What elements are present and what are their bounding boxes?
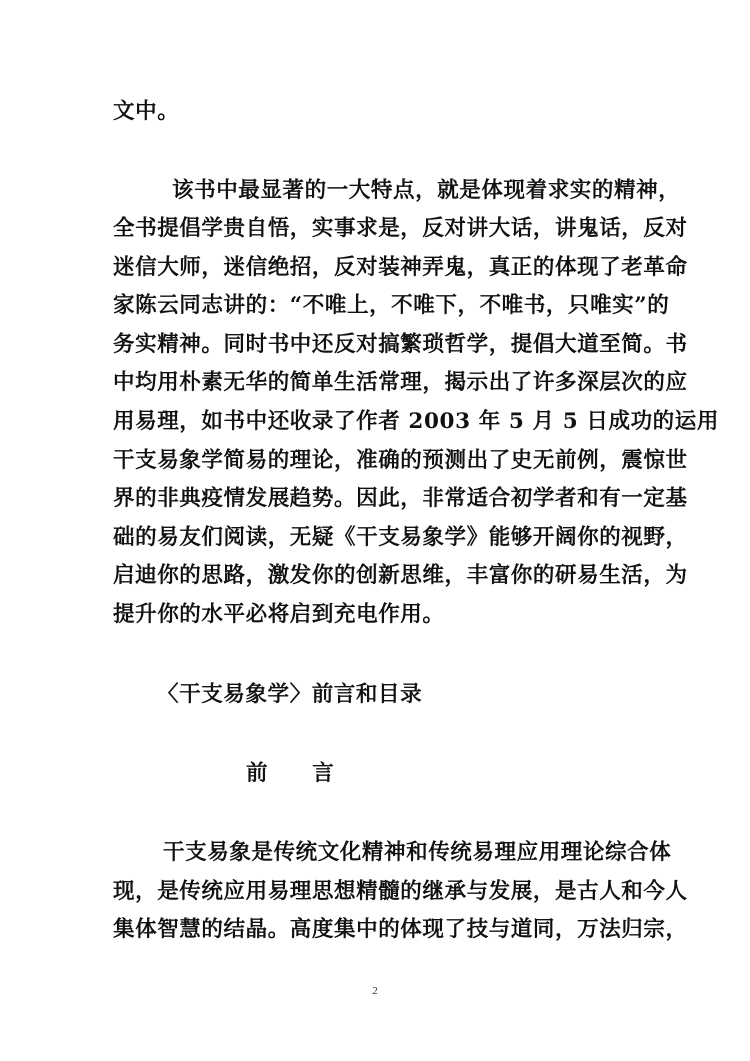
paragraph-line: 启迪你的思路，激发你的创新思维，丰富你的研易生活，为 bbox=[113, 563, 688, 588]
page-number: 2 bbox=[372, 985, 378, 997]
paragraph-line: 该书中最显著的一大特点，就是体现着求实的精神， bbox=[172, 178, 681, 203]
top-fragment-text: 文中。 bbox=[113, 99, 180, 124]
section-heading: 〈干支易象学〉前言和目录 bbox=[157, 682, 423, 707]
paragraph-line: 集体智慧的结晶。高度集中的体现了技与道同，万法归宗， bbox=[113, 917, 688, 942]
paragraph-line: 干支易象是传统文化精神和传统易理应用理论综合体 bbox=[163, 840, 672, 865]
paragraph-line: 迷信大师，迷信绝招，反对装神弄鬼，真正的体现了老革命 bbox=[113, 255, 688, 280]
paragraph-line: 中均用朴素无华的简单生活常理，揭示出了许多深层次的应 bbox=[113, 370, 688, 395]
paragraph-line: 现，是传统应用易理思想精髓的继承与发展，是古人和今人 bbox=[113, 879, 688, 904]
paragraph-line: 家陈云同志讲的：“不唯上，不唯下，不唯书，只唯实”的 bbox=[113, 293, 670, 318]
paragraph-line: 用易理，如书中还收录了作者 2003 年 5 月 5 日成功的运用 bbox=[113, 409, 719, 434]
paragraph-line: 务实精神。同时书中还反对搞繁琐哲学，提倡大道至简。书 bbox=[113, 332, 688, 357]
preface-title: 前 言 bbox=[246, 761, 335, 786]
paragraph-line: 提升你的水平必将启到充电作用。 bbox=[113, 602, 445, 627]
paragraph-line: 干支易象学简易的理论，准确的预测出了史无前例，震惊世 bbox=[113, 448, 688, 473]
paragraph-line: 全书提倡学贵自悟，实事求是，反对讲大话，讲鬼话，反对 bbox=[113, 216, 688, 241]
paragraph-line: 界的非典疫情发展趋势。因此，非常适合初学者和有一定基 bbox=[113, 486, 688, 511]
paragraph-line: 础的易友们阅读，无疑《干支易象学》能够开阔你的视野， bbox=[113, 525, 688, 550]
